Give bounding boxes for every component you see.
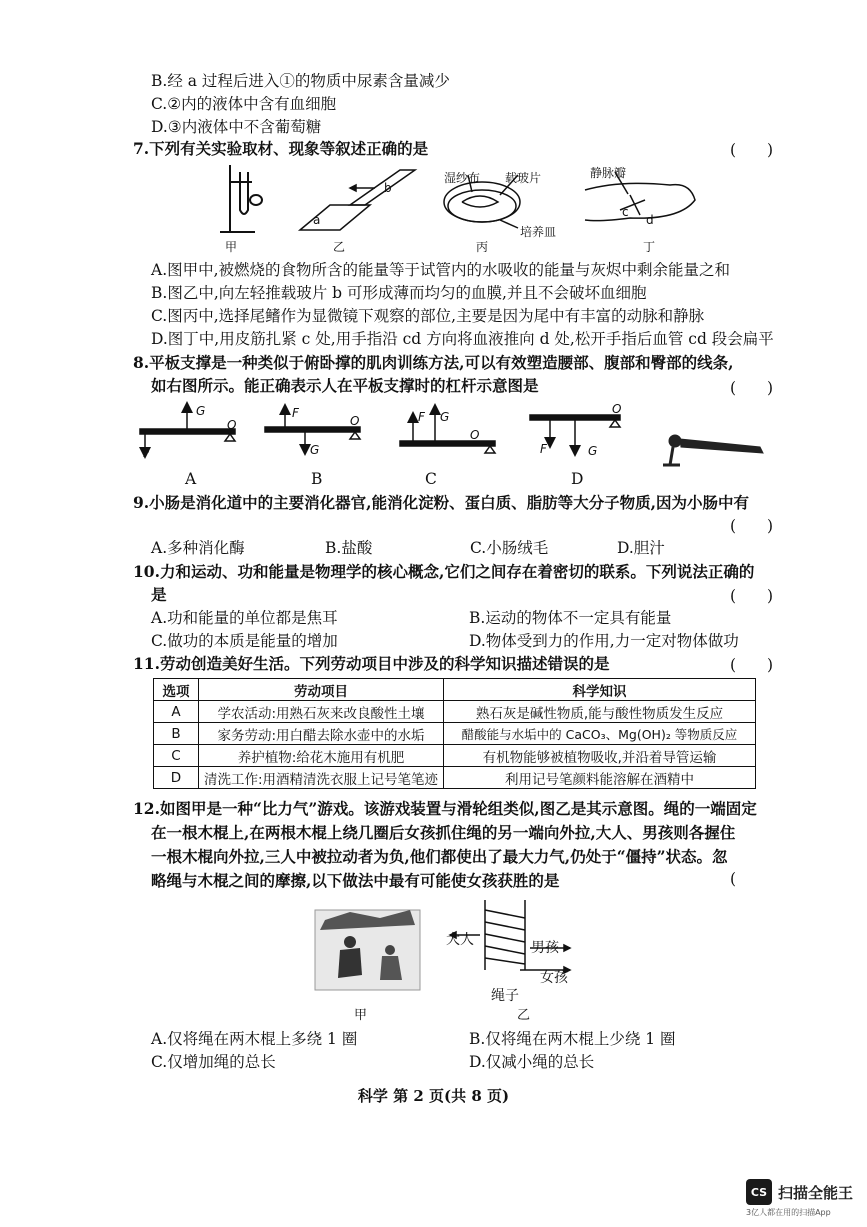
lever-a (140, 407, 235, 453)
lever-a-f: F (143, 446, 150, 460)
q7-caption-bing: 丙 (476, 240, 489, 254)
scanner-slogan: 3亿人都在用的扫描App (746, 1208, 831, 1217)
lever-c-o: O (470, 428, 480, 442)
q9-option-a: A.多种消化酶 (151, 539, 245, 557)
lever-d-g: G (588, 444, 598, 458)
q7-stem: 7.下列有关实验取材、现象等叙述正确的是 (133, 139, 429, 158)
q7-label-b: b (384, 181, 392, 195)
q12-answer-paren: ( (730, 870, 737, 888)
q12-stem-4: 略绳与木棍之间的摩擦,以下做法中最有可能使女孩获胜的是 (151, 871, 560, 890)
table-cell: 养护植物:给花木施用有机肥 (199, 745, 444, 767)
q10-option-c: C.做功的本质是能量的增加 (151, 632, 338, 650)
lever-c-g: G (440, 410, 450, 424)
q7-option-b: B.图乙中,向左轻推载玻片 b 可形成薄而均匀的血膜,并且不会破坏血细胞 (151, 284, 647, 302)
q8-label-d: D (571, 470, 584, 488)
q10-option-b: B.运动的物体不一定具有能量 (469, 609, 672, 627)
scanner-logo-icon: CS (746, 1179, 772, 1205)
table-cell: C (154, 745, 199, 767)
q7-caption-ding: 丁 (643, 240, 656, 254)
q12-stem-3: 一根木棍向外拉,三人中被拉动者为负,他们都使出了最大力气,仍处于“僵持”状态。忽 (151, 847, 728, 866)
q12-option-c: C.仅增加绳的总长 (151, 1053, 276, 1071)
q11-answer-paren: ( ) (730, 656, 774, 674)
table-cell: 家务劳动:用白醋去除水壶中的水垢 (199, 723, 444, 745)
q12-stem-1: 12.如图甲是一种“比力气”游戏。该游戏装置与滑轮组类似,图乙是其示意图。绳的一端固定 (133, 799, 757, 818)
table-row (154, 701, 756, 723)
table-row (154, 767, 756, 789)
q7-answer-paren: ( ) (730, 141, 774, 159)
page-footer: 科学 第 2 页(共 8 页) (357, 1087, 510, 1105)
q12-label-daren: 大人 (446, 932, 474, 948)
q12-caption-yi: 乙 (517, 1008, 531, 1023)
q7-option-c: C.图丙中,选择尾鳍作为显微镜下观察的部位,主要是因为尾中有丰富的动脉和静脉 (151, 307, 705, 325)
q9-stem: 9.小肠是消化道中的主要消化器官,能消化淀粉、蛋白质、脂肪等大分子物质,因为小肠中有 (133, 493, 749, 512)
table-row (154, 745, 756, 767)
q7-label-c: c (622, 205, 629, 219)
q9-option-d: D.胆汁 (617, 539, 665, 557)
q12-option-d: D.仅减小绳的总长 (469, 1053, 595, 1071)
lever-d-o: O (612, 402, 622, 416)
q7-caption-jia: 甲 (225, 240, 238, 254)
q8-stem-1: 8.平板支撑是一种类似于俯卧撑的肌肉训练方法,可以有效塑造腰部、腹部和臀部的线条, (133, 353, 734, 372)
lever-c-f: F (418, 410, 425, 424)
q10-option-a: A.功和能量的单位都是焦耳 (151, 609, 338, 627)
q12-stem-2: 在一根木棍上,在两根木棍上绕几圈后女孩抓住绳的另一端向外拉,大人、男孩则各握住 (151, 823, 736, 842)
table-header: 劳动项目 (199, 679, 444, 701)
table-cell: 利用记号笔颜料能溶解在酒精中 (444, 767, 756, 789)
scanner-watermark (746, 1179, 854, 1217)
q11-table (153, 678, 756, 789)
q11-stem: 11.劳动创造美好生活。下列劳动项目中涉及的科学知识描述错误的是 (133, 654, 610, 673)
table-cell: B (154, 723, 199, 745)
q8-answer-paren: ( ) (730, 379, 774, 397)
table-header-row (154, 679, 756, 701)
q9-answer-paren: ( ) (730, 517, 774, 535)
q7-label-a: a (313, 213, 321, 227)
table-cell: 熟石灰是碱性物质,能与酸性物质发生反应 (444, 701, 756, 723)
q7-option-a: A.图甲中,被燃烧的食物所含的能量等于试管内的水吸收的能量与灰烬中剩余能量之和 (151, 261, 731, 279)
q12-label-shengzi: 绳子 (491, 988, 519, 1004)
lever-a-g: G (196, 404, 206, 418)
q12-photo-jia (315, 910, 420, 990)
table-header: 选项 (154, 679, 199, 701)
table-cell: D (154, 767, 199, 789)
q10-option-d: D.物体受到力的作用,力一定对物体做功 (469, 632, 739, 650)
scanner-app-name: 扫描全能王 (778, 1183, 854, 1202)
q8-label-c: C (425, 470, 437, 488)
q10-answer-paren: ( ) (730, 587, 774, 605)
table-cell: 有机物能够被植物吸收,并沿着导管运输 (444, 745, 756, 767)
table-header: 科学知识 (444, 679, 756, 701)
q7-label-zaibopian: 载玻片 (505, 171, 542, 185)
q7-fig-jia (220, 165, 262, 232)
q7-label-shishabu: 湿纱布 (444, 171, 481, 185)
q12-caption-jia: 甲 (354, 1008, 368, 1023)
q7-label-jingmaiban: 静脉瓣 (590, 166, 627, 180)
q10-stem-1: 10.力和运动、功和能量是物理学的核心概念,它们之间存在着密切的联系。下列说法正确的 (133, 562, 755, 581)
q8-label-a: A (185, 470, 197, 488)
lever-b-g: G (310, 443, 320, 457)
q12-option-a: A.仅将绳在两木棍上多绕 1 圈 (151, 1030, 358, 1048)
lever-a-o: O (227, 418, 237, 432)
lever-b-o: O (350, 414, 360, 428)
q7-caption-yi: 乙 (333, 240, 346, 254)
table-cell: 醋酸能与水垢中的 CaCO₃、Mg(OH)₂ 等物质反应 (444, 723, 756, 745)
q6-option-b: B.经 a 过程后进入①的物质中尿素含量减少 (151, 72, 450, 90)
table-row (154, 723, 756, 745)
q12-label-nvhai: 女孩 (540, 970, 568, 986)
q12-option-b: B.仅将绳在两木棍上少绕 1 圈 (469, 1030, 676, 1048)
q8-label-b: B (311, 470, 323, 488)
q8-stem-2: 如右图所示。能正确表示人在平板支撑时的杠杆示意图是 (151, 376, 539, 395)
q10-stem-2: 是 (151, 585, 167, 604)
q7-label-peiyangmin: 培养皿 (520, 225, 557, 239)
lever-b-f: F (292, 406, 299, 420)
q7-option-d: D.图丁中,用皮筋扎紧 c 处,用手指沿 cd 方向将血液推向 d 处,松开手指后血管 cd 段会扁平 (151, 330, 774, 348)
q9-option-c: C.小肠绒毛 (470, 539, 549, 557)
q8-lever-diagrams (135, 395, 775, 475)
q6-option-c: C.②内的液体中含有血细胞 (151, 95, 337, 113)
table-cell: A (154, 701, 199, 723)
q9-option-b: B.盐酸 (325, 539, 373, 557)
q6-option-d: D.③内液体中不含葡萄糖 (151, 118, 322, 136)
q12-label-nanhai: 男孩 (531, 940, 559, 956)
table-cell: 学农活动:用熟石灰来改良酸性土壤 (199, 701, 444, 723)
q7-label-d: d (646, 213, 654, 227)
plank-person-figure (663, 435, 763, 465)
lever-d-f: F (540, 442, 547, 456)
table-cell: 清洗工作:用酒精清洗衣服上记号笔笔迹 (199, 767, 444, 789)
